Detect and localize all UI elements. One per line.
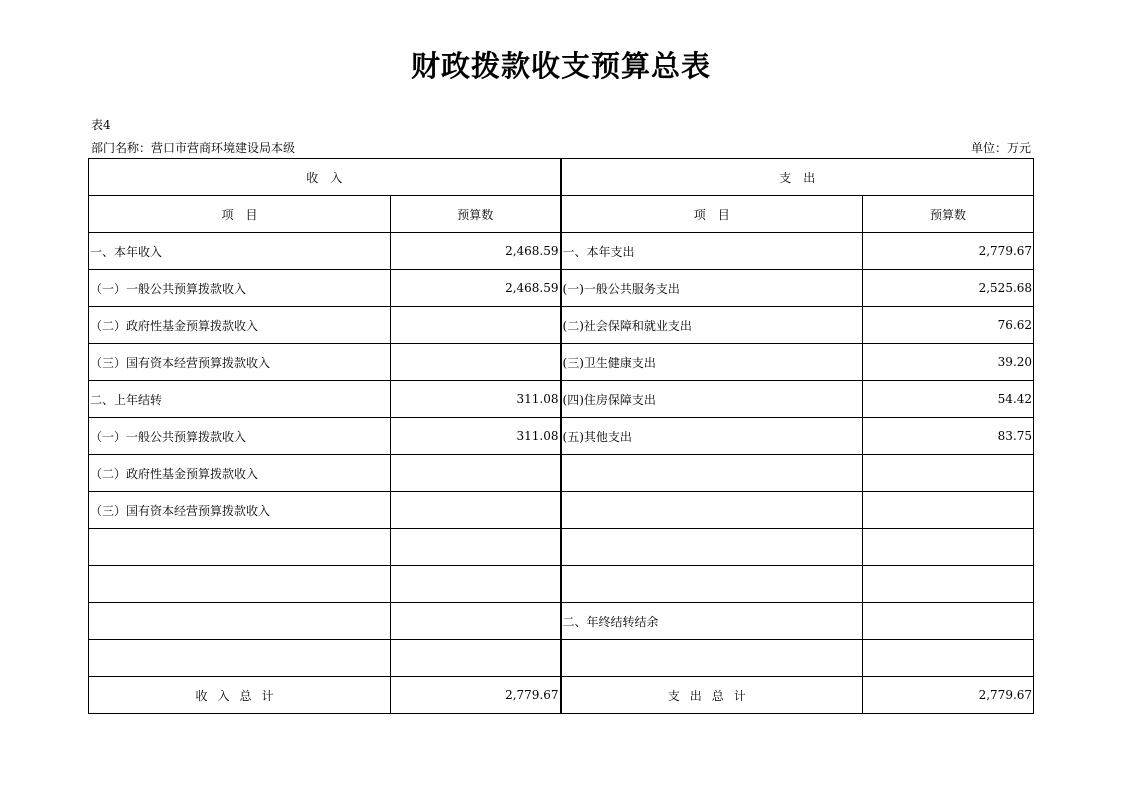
income-section-header: 收 入 <box>89 159 561 196</box>
income-amount: 311.08 <box>391 381 561 418</box>
income-amount <box>391 640 561 677</box>
table-row <box>89 270 1034 307</box>
department-name: 部门名称：营口市营商环境建设局本级 <box>91 141 296 155</box>
income-amount <box>391 566 561 603</box>
expense-item: (二)社会保障和就业支出 <box>561 307 863 344</box>
income-item-header: 项 目 <box>89 196 391 233</box>
table-number: 表4 <box>91 118 111 132</box>
expense-amount: 83.75 <box>863 418 1034 455</box>
expense-item: (一)一般公共服务支出 <box>561 270 863 307</box>
expense-item <box>561 566 863 603</box>
expense-amount <box>863 640 1034 677</box>
total-row <box>89 677 1034 714</box>
expense-section-header: 支 出 <box>561 159 1034 196</box>
table-row <box>89 418 1034 455</box>
column-header-row <box>89 196 1034 233</box>
table-row <box>89 307 1034 344</box>
table-row <box>89 529 1034 566</box>
income-amount: 2,468.59 <box>391 270 561 307</box>
budget-table <box>88 158 1034 714</box>
table-row <box>89 381 1034 418</box>
income-item: （三）国有资本经营预算拨款收入 <box>89 492 391 529</box>
table-row <box>89 492 1034 529</box>
section-header-row <box>89 159 1034 196</box>
expense-amount <box>863 566 1034 603</box>
income-total-label: 收入总计 <box>89 677 391 714</box>
expense-item <box>561 529 863 566</box>
expense-item <box>561 492 863 529</box>
page-title: 财政拨款收支预算总表 <box>410 49 711 83</box>
expense-item <box>561 455 863 492</box>
income-item: （二）政府性基金预算拨款收入 <box>89 307 391 344</box>
income-total-amount: 2,779.67 <box>391 677 561 714</box>
expense-item: (五)其他支出 <box>561 418 863 455</box>
income-amount <box>391 344 561 381</box>
table-row <box>89 455 1034 492</box>
income-item: （一）一般公共预算拨款收入 <box>89 270 391 307</box>
table-row <box>89 344 1034 381</box>
income-amount <box>391 307 561 344</box>
expense-total-label: 支出总计 <box>561 677 863 714</box>
expense-item <box>561 640 863 677</box>
expense-amount <box>863 455 1034 492</box>
income-item <box>89 566 391 603</box>
expense-amount <box>863 529 1034 566</box>
income-amount <box>391 603 561 640</box>
income-item: （二）政府性基金预算拨款收入 <box>89 455 391 492</box>
budget-table-body <box>89 159 1034 714</box>
table-row <box>89 566 1034 603</box>
expense-item-header: 项 目 <box>561 196 863 233</box>
income-amount-header: 预算数 <box>391 196 561 233</box>
expense-amount <box>863 492 1034 529</box>
income-amount: 311.08 <box>391 418 561 455</box>
expense-amount: 54.42 <box>863 381 1034 418</box>
income-item <box>89 603 391 640</box>
table-row <box>89 233 1034 270</box>
expense-amount: 2,779.67 <box>863 233 1034 270</box>
expense-item: 一、本年支出 <box>561 233 863 270</box>
income-amount <box>391 529 561 566</box>
expense-amount: 2,525.68 <box>863 270 1034 307</box>
income-item: （三）国有资本经营预算拨款收入 <box>89 344 391 381</box>
expense-item: 二、年终结转结余 <box>561 603 863 640</box>
income-item: （一）一般公共预算拨款收入 <box>89 418 391 455</box>
expense-amount: 39.20 <box>863 344 1034 381</box>
income-item <box>89 529 391 566</box>
income-item: 一、本年收入 <box>89 233 391 270</box>
expense-item: (四)住房保障支出 <box>561 381 863 418</box>
income-amount <box>391 492 561 529</box>
income-item <box>89 640 391 677</box>
table-row <box>89 603 1034 640</box>
expense-amount <box>863 603 1034 640</box>
income-amount: 2,468.59 <box>391 233 561 270</box>
expense-amount-header: 预算数 <box>863 196 1034 233</box>
income-item: 二、上年结转 <box>89 381 391 418</box>
expense-total-amount: 2,779.67 <box>863 677 1034 714</box>
income-amount <box>391 455 561 492</box>
expense-item: (三)卫生健康支出 <box>561 344 863 381</box>
unit-label: 单位：万元 <box>970 141 1031 155</box>
table-row <box>89 640 1034 677</box>
expense-amount: 76.62 <box>863 307 1034 344</box>
